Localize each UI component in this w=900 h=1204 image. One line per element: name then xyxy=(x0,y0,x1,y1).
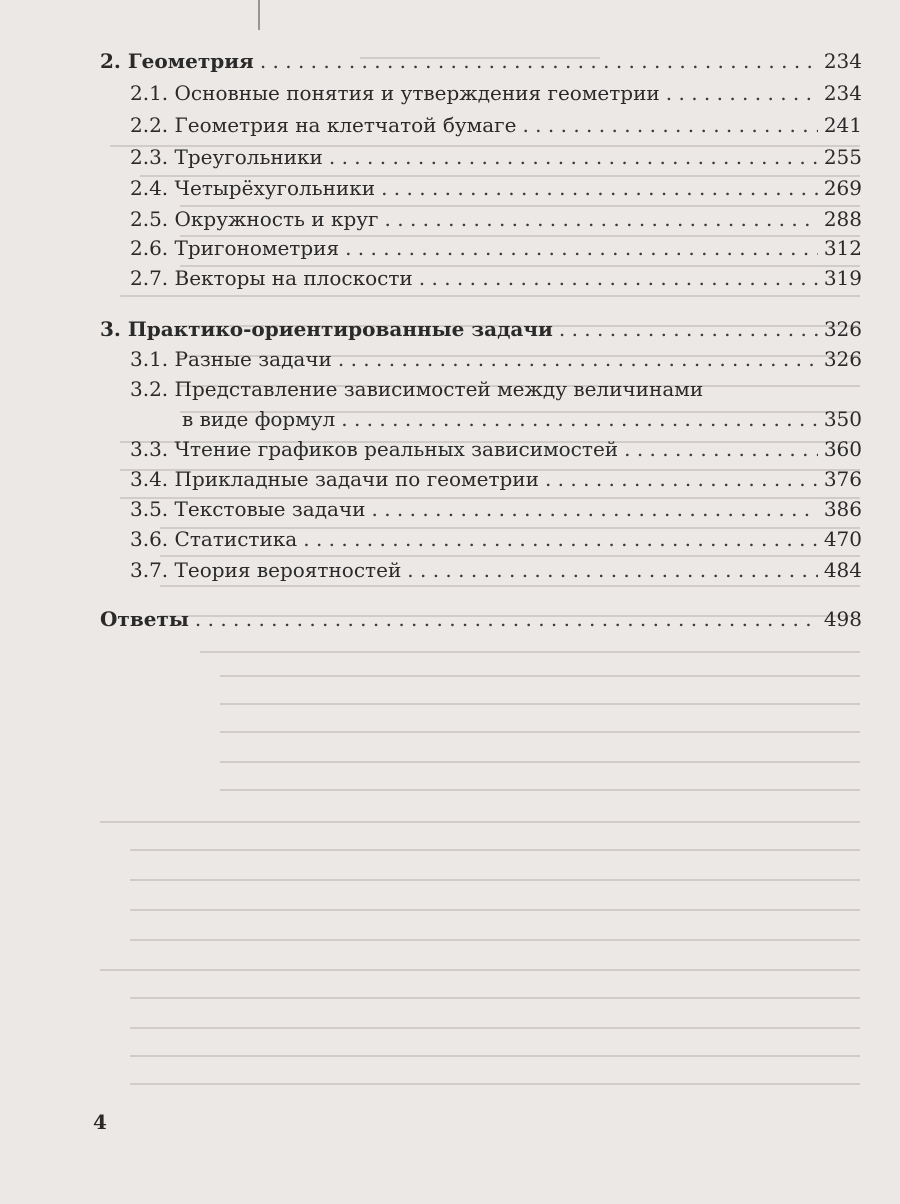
page-fold-mark xyxy=(258,0,260,30)
toc-entry-page: 326 xyxy=(823,317,862,341)
toc-entry-page: 288 xyxy=(823,207,862,231)
toc-entry[interactable] xyxy=(130,526,862,552)
toc-entry-title: 2.4. Четырёхугольники xyxy=(130,176,376,200)
toc-entry[interactable] xyxy=(130,557,862,583)
toc-entry-page: 350 xyxy=(823,407,862,431)
dot-leader xyxy=(341,406,818,432)
toc-entry-title: 2. Геометрия xyxy=(100,49,254,73)
toc-entry-page: 360 xyxy=(823,437,862,461)
toc-entry-page: 312 xyxy=(823,236,862,260)
dot-leader xyxy=(195,606,818,632)
toc-entry[interactable] xyxy=(100,606,862,632)
toc-entry-title: 2.1. Основные понятия и утверждения геометрии xyxy=(130,81,660,105)
toc-entry[interactable] xyxy=(130,206,862,232)
toc-entry-title: 3.1. Разные задачи xyxy=(130,347,332,371)
toc-entry-title: 3. Практико-ориентированные задачи xyxy=(100,317,553,341)
toc-entry-page: 241 xyxy=(823,113,862,137)
toc-entry[interactable] xyxy=(130,265,862,291)
toc-entry-title: 3.3. Чтение графиков реальных зависимостей xyxy=(130,437,619,461)
toc-entry-page: 319 xyxy=(823,266,862,290)
toc-entry-page: 376 xyxy=(823,467,862,491)
dot-leader xyxy=(381,175,818,201)
toc-entry-title: 2.7. Векторы на плоскости xyxy=(130,266,413,290)
toc-entry[interactable] xyxy=(130,496,862,522)
toc-entry[interactable] xyxy=(100,316,862,342)
dot-leader xyxy=(372,496,818,522)
toc-entry[interactable] xyxy=(130,346,862,372)
toc-entry-title: 3.7. Теория вероятностей xyxy=(130,558,402,582)
toc-entry[interactable] xyxy=(182,406,862,432)
dot-leader xyxy=(303,526,818,552)
toc-entry-page: 386 xyxy=(823,497,862,521)
toc-entry[interactable] xyxy=(130,235,862,261)
toc-entry-page: 234 xyxy=(823,81,862,105)
toc-entry-page: 326 xyxy=(823,347,862,371)
toc-entry[interactable] xyxy=(130,436,862,462)
toc-entry-title: в виде формул xyxy=(182,407,336,431)
toc-entry-title: 2.5. Окружность и круг xyxy=(130,207,379,231)
dot-leader xyxy=(260,48,818,74)
dot-leader xyxy=(559,316,818,342)
dot-leader xyxy=(345,235,818,261)
toc-entry-title: Ответы xyxy=(100,607,189,631)
dot-leader xyxy=(522,112,817,138)
dot-leader xyxy=(329,144,818,170)
toc-entry-page: 484 xyxy=(823,558,862,582)
toc-entry[interactable] xyxy=(100,48,862,74)
toc-entry-page: 498 xyxy=(823,607,862,631)
toc-entry-title: 3.6. Статистика xyxy=(130,527,298,551)
toc-entry-title: 3.4. Прикладные задачи по геометрии xyxy=(130,467,539,491)
dot-leader xyxy=(624,436,818,462)
toc-entry-title: 2.2. Геометрия на клетчатой бумаге xyxy=(130,113,517,137)
dot-leader xyxy=(407,557,818,583)
toc-entry-title: 2.6. Тригонометрия xyxy=(130,236,340,260)
toc-entry-page: 255 xyxy=(823,145,862,169)
dot-leader xyxy=(338,346,818,372)
toc-entry-title[interactable]: 3.2. Представление зависимостей между величинами xyxy=(130,377,704,401)
toc-entry-page: 470 xyxy=(823,527,862,551)
dot-leader xyxy=(545,466,818,492)
toc-entry[interactable] xyxy=(130,175,862,201)
toc-entry[interactable] xyxy=(130,80,862,106)
dot-leader xyxy=(666,80,818,106)
toc-entry-title: 2.3. Треугольники xyxy=(130,145,323,169)
toc-entry-page: 269 xyxy=(823,176,862,200)
dot-leader xyxy=(385,206,818,232)
toc-entry[interactable] xyxy=(130,144,862,170)
toc-entry-page: 234 xyxy=(823,49,862,73)
toc-entry-title: 3.5. Текстовые задачи xyxy=(130,497,366,521)
toc-entry[interactable] xyxy=(130,112,862,138)
toc-entry[interactable] xyxy=(130,466,862,492)
dot-leader xyxy=(419,265,818,291)
page-number: 4 xyxy=(93,1110,107,1134)
